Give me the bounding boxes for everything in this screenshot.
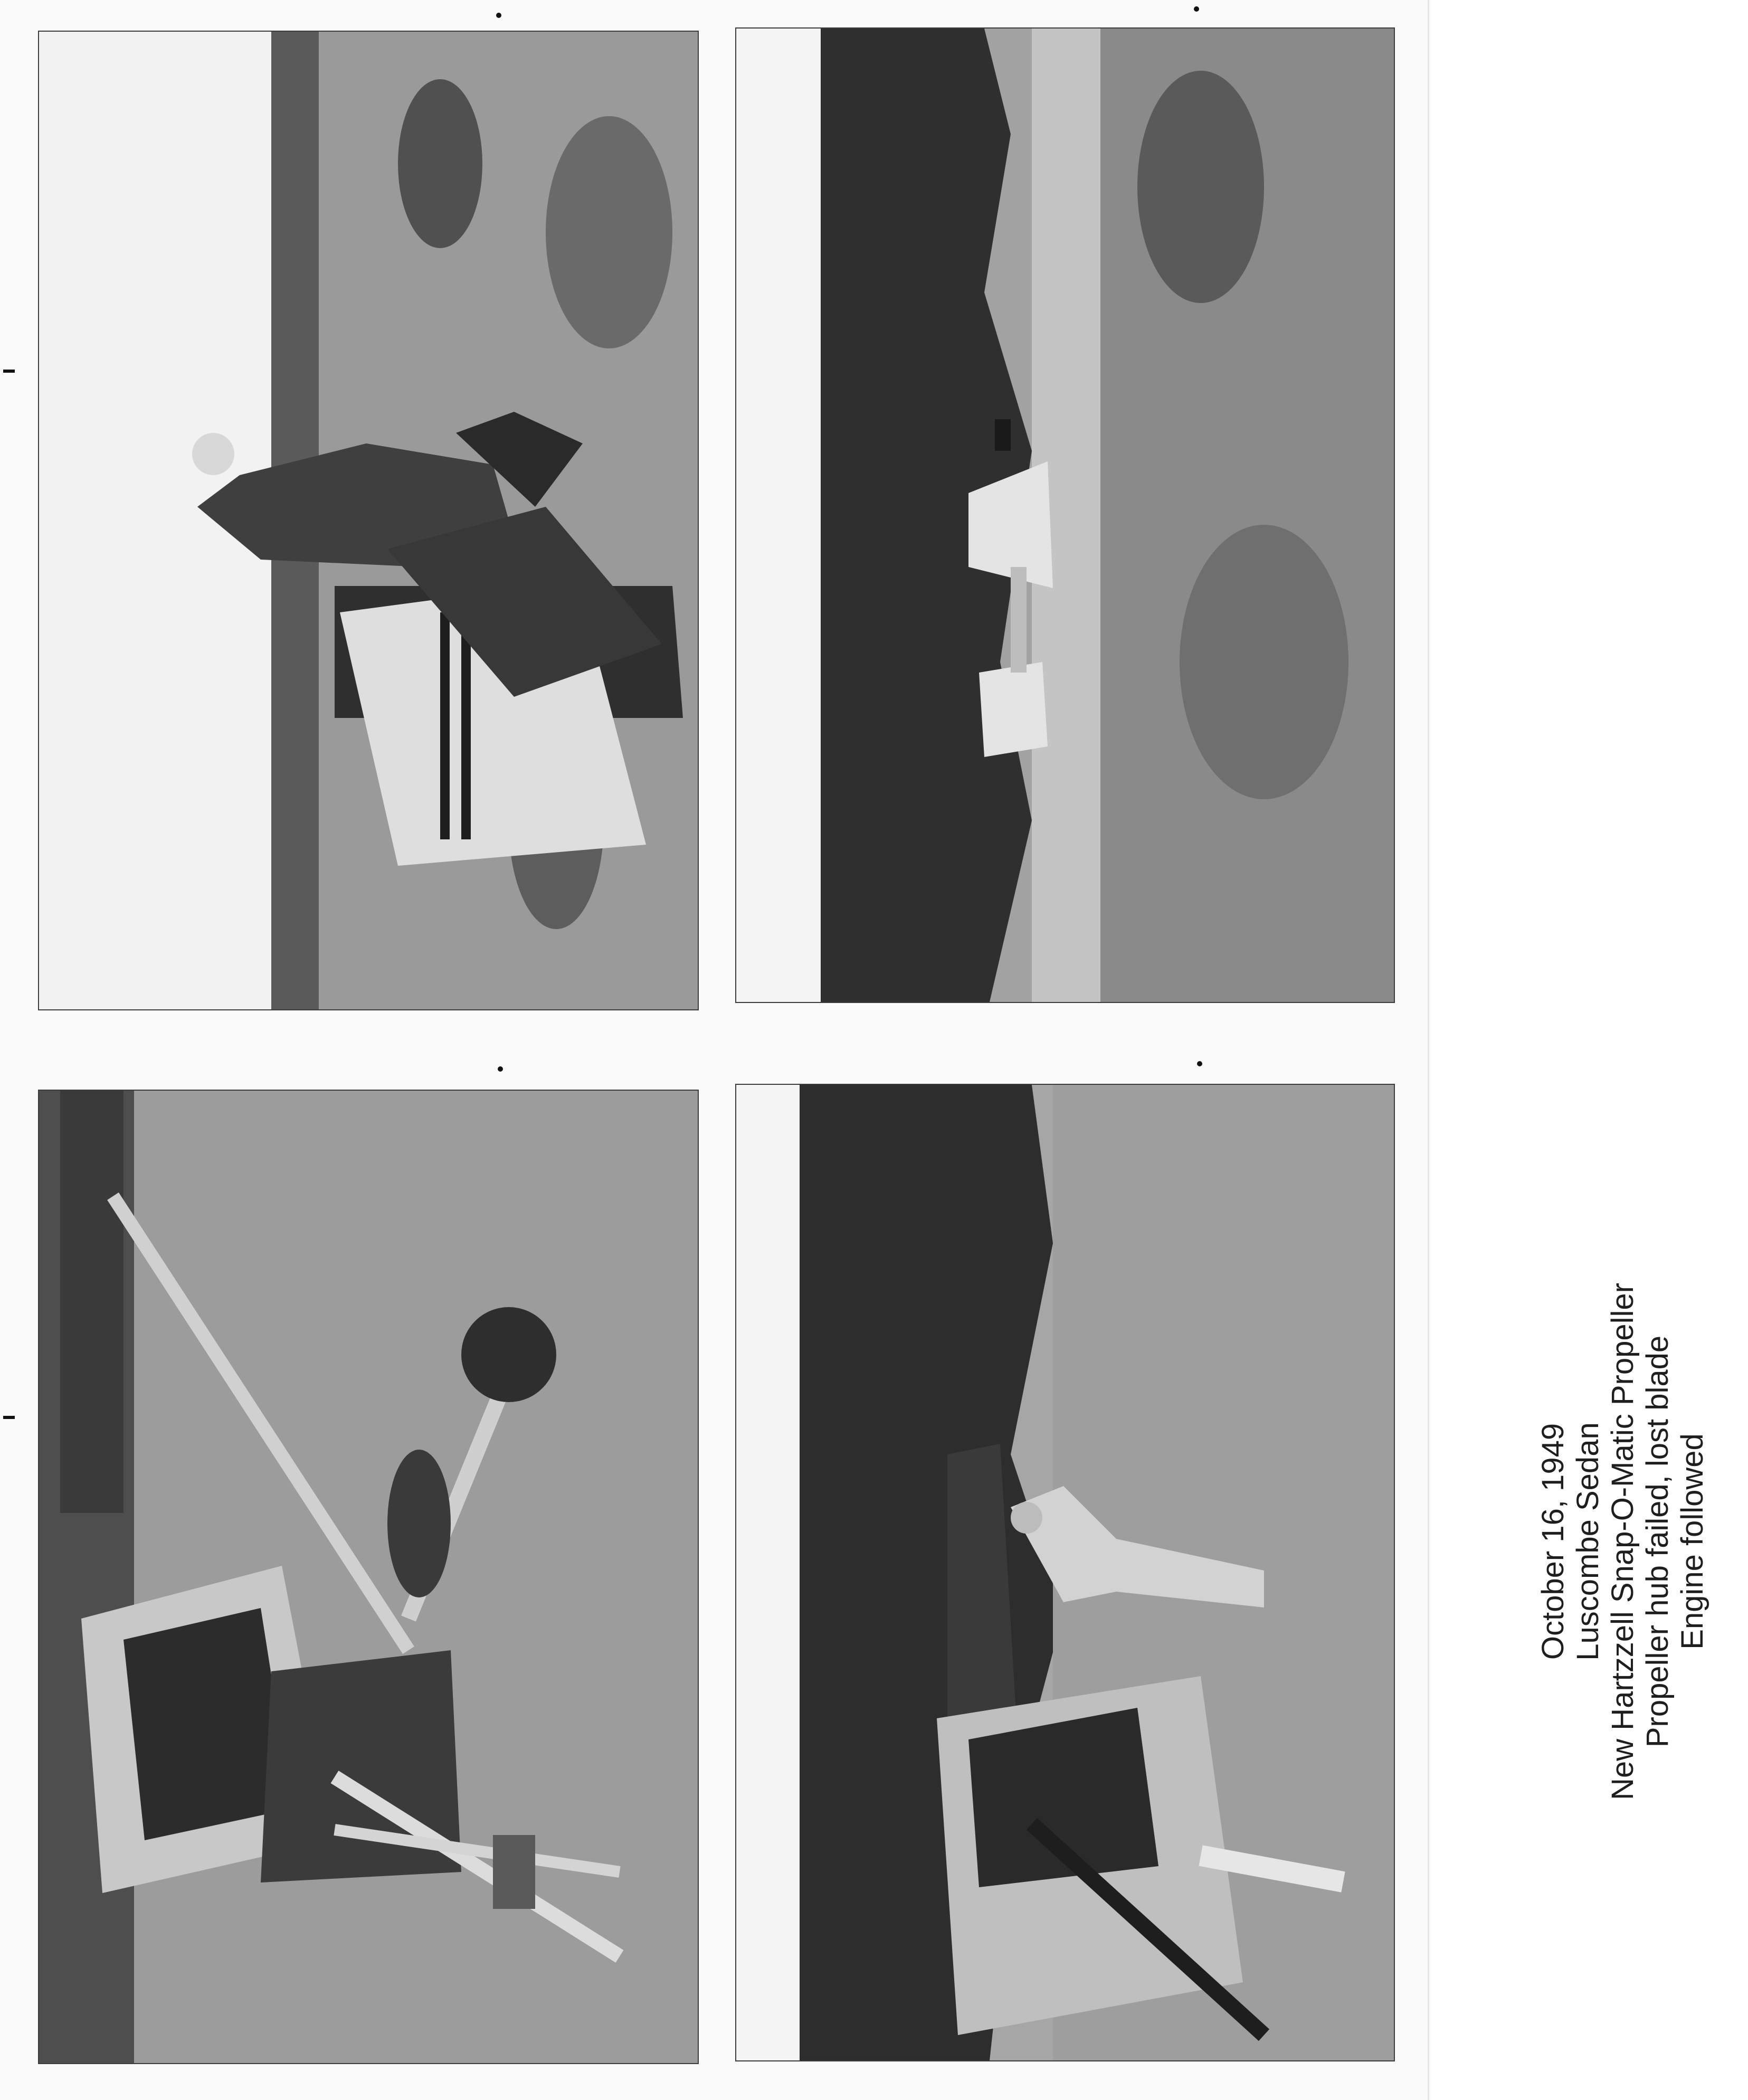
photo-aircraft-below-bluff <box>735 27 1395 1003</box>
caption-line-propeller: New Hartzzell Snap-O-Matic Propeller <box>1606 1283 1640 1800</box>
scan-dot <box>1194 6 1199 12</box>
caption-line-failure: Propeller hub failed, lost blade <box>1640 1335 1675 1748</box>
scan-tick <box>3 1416 15 1419</box>
photo-engine-closeup <box>38 1090 699 2064</box>
scan-dot <box>1197 1061 1202 1066</box>
blank-margin <box>1428 0 1748 2100</box>
scan-dot <box>496 13 501 18</box>
caption-line-date: October 16, 1949 <box>1536 1423 1570 1660</box>
caption-line-engine: Engine followed <box>1675 1433 1709 1650</box>
scan-tick <box>3 370 15 373</box>
photo-man-with-wreckage <box>38 31 699 1010</box>
photo-caption <box>1533 1283 1713 1800</box>
scan-dot <box>498 1066 503 1072</box>
caption-line-aircraft: Luscombe Sedan <box>1571 1422 1605 1661</box>
photo-man-beside-fuselage <box>735 1084 1395 2061</box>
